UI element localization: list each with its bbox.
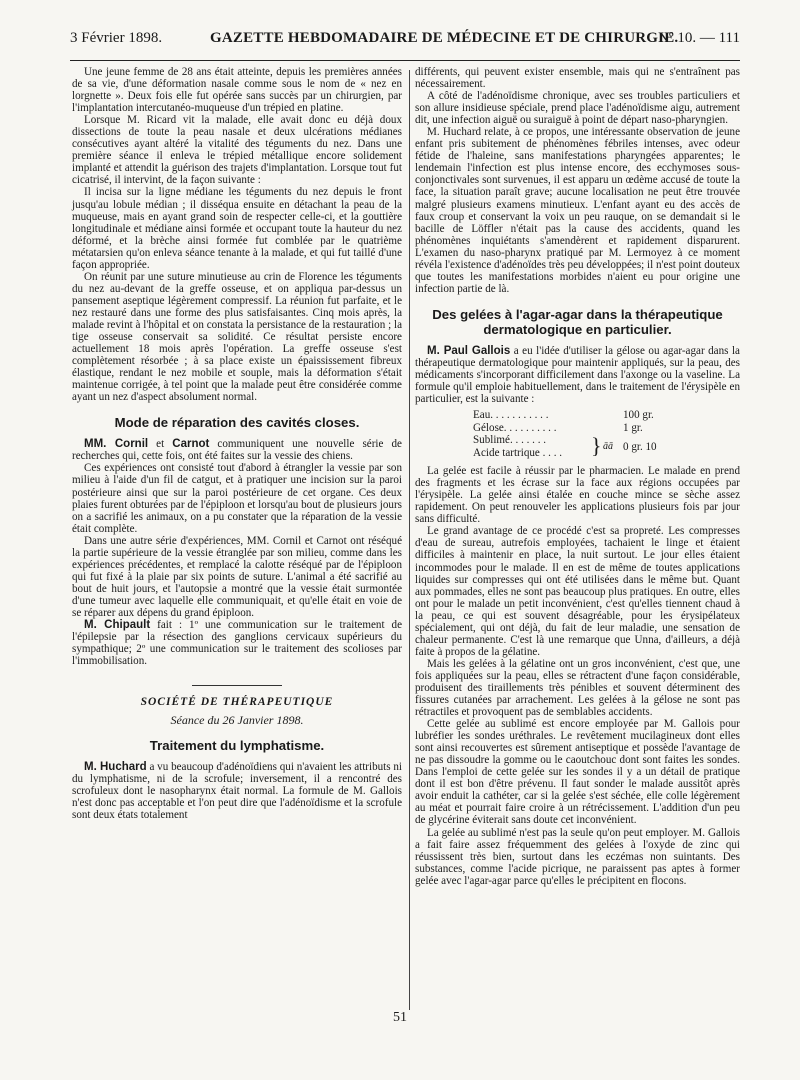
- paragraph: Lorsque M. Ricard vit la malade, elle avait donc eu déjà doux dissections de toute la peau nasale et deux ulcérations médianes consécutives ayant altéré la vitalité des téguments du nez. Dans une première séance il enleva le trépied métallique encore solidement implanté et attendit la guérison des trajets d'implantation. Lorsque tout fut cicatrisé, il intervint, de la façon suivante :: [72, 114, 402, 187]
- paragraph: Cette gelée au sublimé est encore employée par M. Gallois pour lubréfier les sondes uréthrales. Le revêtement mucilagineux dont elles sont ainsi recouvertes est sûrement antiseptique et possède l'avantage de ne pas dissoudre la gomme ou le caoutchouc dont sont faites les sondes. Dans l'emploi de cette gelée sur les sondes il y a un détail de pratique dont il est bon d'être prévenu. Il faut sonder le malade aussitôt après avoir enduit la cathéter, car si la gelée s'est séchée, elle colle légèrement au méat et pourrait faire croire à un rétrécissement. L'addition d'un peu de glycérine éviterait sans doute cet inconvénient.: [415, 718, 740, 827]
- quantity: 0 gr. 10: [623, 440, 657, 453]
- journal-title: GAZETTE HEBDOMADAIRE DE MÉDECINE ET DE CHIRURGIE.: [210, 30, 679, 46]
- section-divider: [192, 685, 282, 686]
- ingredient: Eau. . . . . . . . . . .: [473, 409, 549, 422]
- paragraph: [72, 438, 402, 462]
- text: a eu l'idée d'utiliser la gélose ou agar-agar dans la thérapeutique dermatologique pour maintenir appliqués, sur la peau, des médicaments s'incorporant difficilement dans l'axonge ou la vaseline. La formule qu'il emploie habituellement, dans le traitement de l'érysipèle en particulier, est la suivante :: [415, 344, 740, 406]
- text: a vu beaucoup d'adénoïdiens qui n'avaient les attributs ni du lymphatisme, ni de la scrofule; inversement, il a rencontré des scrofuleux dont le nasopharynx était normal. La formule de M. Gallois n'est donc pas acceptable et l'on peut dire que l'adénoïdisme et la scrofule sont deux états totalement: [72, 761, 402, 822]
- paragraph: [415, 345, 740, 405]
- quantity: 100 gr.: [623, 409, 654, 422]
- brace-glyph: }: [591, 432, 602, 458]
- paragraph: différents, qui peuvent exister ensemble, mais qui ne s'entraînent pas nécessairement.: [415, 66, 740, 91]
- paragraph: Le grand avantage de ce procédé c'est sa propreté. Les compresses d'eau de sureau, autrefois employées, tachaient le linge et étaient difficiles à maintenir en place, la nuit surtout. Le jour elles étaient incommodes pour le malade. Il en est de même de toutes applications liquides sur compresses qui ont été utilisées dans le même but. Quant aux pommades, elles ne sont pas beaucoup plus pratiques. En outre, elles ont pour le malade un petit inconvénient, c'est qu'elles tiennent chaud à la peau, ce qui est souvent désagréable, pour les érysipélateux spécialement, qui ont déjà, du fait de leur maladie, une sensation de chaleur permanente. C'est là une remarque que Unna, d'ailleurs, a déjà faite à propos de la gélatine.: [415, 525, 740, 658]
- paragraph: A côté de l'adénoïdisme chronique, avec ses troubles particuliers et son allure insidieuse spéciale, prend place l'adénoïdisme aigu, autrement dit, une infection aiguë ou suraiguë à point de départ naso-pharyngien.: [415, 90, 740, 127]
- paragraph: M. Huchard relate, à ce propos, une intéressante observation de jeune enfant pris subitement de phénomènes fébriles intenses, avec odeur fétide de l'haleine, sans manifestations pharyngées apparentes; le lendemain l'infection est plus intense encore, des ecchymoses sous-conjonctivales sont survenues, il est apparu un œdème accusé de toute la face, la situation paraît grave; aucune localisation ne peut être trouvée malgré plusieurs examens minutieux. L'enfant ayant eu des accès de faux croup et conservant la voix un peu rauque, on se demandait si le bacille de Löffler n'était pas la cause des accidents, quand les phénomènes inquiétants s'amendèrent et rapidement disparurent. L'examen du naso-pharynx pratiqué par M. Lermoyez à ce moment révéla l'existence d'adénoïdes très peu développées; il n'est point douteux que toutes les manifestations morbides n'aient eu pour origine une infection partie de là.: [415, 126, 740, 295]
- paragraph: Ces expériences ont consisté tout d'abord à étrangler la vessie par son milieu à l'aide d'un fil de catgut, et à pratiquer une incision sur la paroi postérieure ainsi que sur la paroi postérieure de cet organe. Ces deux plaies furent obturées par de l'épiploon et lorsqu'au bout de plusieurs jours on a sacrifié les animaux, on a pu constater que la réparation de la vessie était complète.: [72, 462, 402, 535]
- paragraph: Dans une autre série d'expériences, MM. Cornil et Carnot ont réséqué la partie supérieure de la vessie étranglée par son milieu, comme dans les expériences précédentes, et remplacé la calotte réséqué par de l'épiploon qui fut fixé à la plaie par six points de suture. L'animal a été sacrifié au bout de huit jours, et l'autopsie a montré que la vessie était surmontée d'une tumeur avec laquelle elle communiquait, et qu'elle était en voie de se réparer aux dépens du grand épiploon.: [72, 534, 402, 619]
- paragraph: Une jeune femme de 28 ans était atteinte, depuis les premières années de sa vie, d'une déformation nasale comme sous le nom de « nez en lorgnette ». Deux fois elle fut opérée sans succès par un chirurgien, par l'implantation intercutanéo-muqueuse d'un trépied en platine.: [72, 66, 402, 115]
- author-name: M. Paul Gallois: [427, 344, 511, 357]
- issue-page-number: Nº 10. — 111: [658, 30, 740, 46]
- right-column: [415, 66, 740, 887]
- page-number: 51: [393, 1010, 407, 1025]
- paragraph: [72, 619, 402, 667]
- paragraph: La gelée au sublimé n'est pas la seule qu'on peut employer. M. Gallois a fait faire assez fréquemment des gelées à l'oxyde de zinc qui réussissent très bien, surtout dans les eczémas non suintants. Des substances, comme l'acide picrique, ne paraissent pas aptes à former gelée avec l'agar-agar parce qu'elles le précipitent en flocons.: [415, 826, 740, 887]
- running-header: [70, 30, 740, 58]
- author-name: MM. Cornil: [84, 438, 149, 451]
- column-divider: [409, 70, 410, 1010]
- section-heading: Traitement du lymphatisme.: [149, 738, 325, 754]
- text: et: [148, 438, 173, 451]
- paragraph: La gelée est facile à réussir par le pharmacien. Le malade en prend des fragments et les écrase sur la face aux régions occupées par l'érysipèle. La gelée ainsi étalée en couche mince se sèche assez rapidement. On peut renouveler les applications plusieurs fois par jour sans difficulté.: [415, 465, 740, 526]
- ingredient: Sublimé. . . . . . .: [473, 434, 547, 447]
- formula-row: [473, 409, 740, 422]
- text: fait : 1º une communication sur le traitement de l'épilepsie par la résection des ganglions cervicaux supérieurs du sympathique; 2º une communication sur le traitement des scolioses par l'immobilisation.: [72, 619, 402, 668]
- author-name: M. Huchard: [84, 761, 147, 774]
- paragraph: [72, 761, 402, 821]
- ingredient: Gélose. . . . . . . . . .: [473, 421, 557, 434]
- author-name: Carnot: [172, 438, 210, 451]
- quantity: 1 gr.: [623, 421, 643, 434]
- prescription-formula: [473, 409, 740, 459]
- paragraph: On réunit par une suture minutieuse au crin de Florence les téguments du nez au-devant de la greffe osseuse, et on appliqua par-dessus un pansement aseptique légèrement compressif. La réunion fut parfaite, et le nez restauré dans une forme des plus satisfaisantes. Cinq mois après, la malade revint à l'hôpital et on constata la persistance de la restauration ; la tige osseuse conservait sa solidité. Ce résultat persiste encore actuellement 18 mois après l'opération. La greffe osseuse s'est complètement résorbée ; à sa place existe un épaississement fibreux élastique, rendant le nez mobile et souple, mais la déformation s'était maintenue corrigée, à tel point que la malade peut être considérée comme ayant un nez d'aspect absolument normal.: [72, 270, 402, 404]
- left-column: [72, 66, 402, 822]
- section-heading: Des gelées à l'agar-agar dans la thérapeutique dermatologique en particulier.: [432, 306, 723, 337]
- text: communiquent une nouvelle série de recherches qui, cette fois, ont été faites sur la vessie des chiens.: [72, 438, 402, 463]
- section-heading: Mode de réparation des cavités closes.: [114, 415, 360, 431]
- society-heading: SOCIÉTÉ DE THÉRAPEUTIQUE: [140, 696, 334, 709]
- paragraph: Il incisa sur la ligne médiane les téguments du nez depuis le front jusqu'au lobule médian ; il disséqua ensuite en détachant la peau de la muqueuse, mais en ayant grand soin de respecter celle-ci, et la gouttière longitudinale et médiane ainsi formée et occupant toute la hauteur du nez déformé, et la brèche ainsi formée fut comblée par le quatrième métatarsien qu'on enleva séance tenante à la malade, et qui fut taillé d'une façon appropriée.: [72, 186, 402, 271]
- header-rule: [70, 60, 740, 61]
- ingredient: Acide tartrique . . . .: [473, 446, 563, 459]
- author-name: M. Chipault: [84, 619, 151, 632]
- formula-row: [473, 422, 740, 435]
- ana-mark: āā: [603, 440, 613, 452]
- paragraph: Mais les gelées à la gélatine ont un gros inconvénient, c'est que, une fois appliquées sur la peau, elles se rétractent d'une façon considérable, produisent des tiraillements très pénibles et souvent déterminent des fissures cutanées par arrachement. Les gelées à la gélose ne sont pas rétractiles et provoquent pas de semblables accidents.: [415, 657, 740, 719]
- session-date: Séance du 26 Janvier 1898.: [170, 713, 304, 728]
- header-date: 3 Février 1898.: [70, 30, 163, 46]
